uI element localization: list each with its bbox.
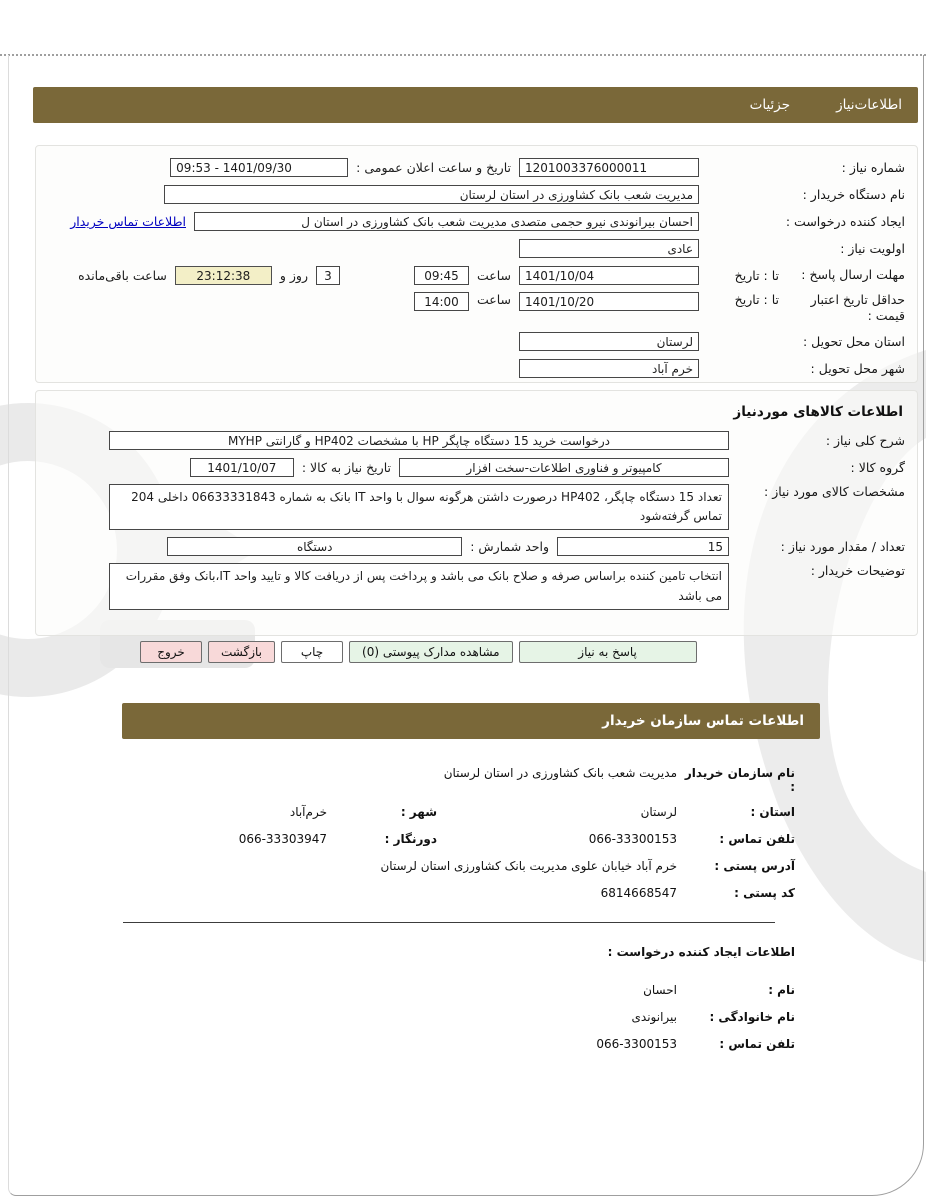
org-name-value: مدیریت شعب بانک کشاورزی در استان لرستان	[443, 766, 677, 780]
creator-name-row	[132, 983, 795, 999]
tab-details[interactable]: جزئیات	[749, 97, 791, 113]
delivery-province-row	[48, 331, 905, 352]
response-deadline-date-field[interactable]: 1401/10/04	[519, 266, 699, 285]
quantity-row	[48, 536, 905, 557]
buyer-contact-link[interactable]: اطلاعات تماس خریدار	[70, 214, 186, 229]
announce-label: تاریخ و ساعت اعلان عمومی :	[356, 160, 511, 175]
contact-fax-value: 066-33303947	[238, 832, 327, 846]
contact-city-label: شهر :	[400, 805, 437, 819]
goods-spec-row	[48, 484, 905, 530]
need-info-panel	[35, 145, 918, 383]
contact-city-value: خرم‌آباد	[289, 805, 327, 819]
goods-group-label: گروه کالا :	[850, 460, 905, 475]
announce-datetime-field[interactable]: 09:53 - 1401/09/30	[170, 158, 348, 177]
need-number-row	[48, 157, 905, 178]
hour-label-2: ساعت	[476, 292, 511, 307]
goods-spec-label: مشخصات کالای مورد نیاز :	[764, 484, 905, 499]
contact-fax-label: دورنگار :	[384, 832, 437, 846]
priority-label: اولویت نیاز :	[840, 241, 905, 256]
contact-province-value: لرستان	[640, 805, 677, 819]
need-date-field[interactable]: 1401/10/07	[190, 458, 294, 477]
response-deadline-label: مهلت ارسال پاسخ :	[801, 267, 905, 283]
unit-field[interactable]: دستگاه	[167, 537, 462, 556]
buyer-org-field[interactable]: مدیریت شعب بانک کشاورزی در استان لرستان	[164, 185, 699, 204]
quantity-label: تعداد / مقدار مورد نیاز :	[780, 539, 905, 555]
buyer-org-row	[48, 184, 905, 205]
contact-address-value: خرم آباد خیابان علوی مدیریت بانک کشاورزی استان لرستان	[380, 859, 677, 873]
delivery-province-field[interactable]: لرستان	[519, 332, 699, 351]
price-validity-time-field[interactable]: 14:00	[414, 292, 469, 311]
request-creator-field[interactable]: احسان بیرانوندی نیرو حجمی متصدی مدیریت شعب بانک کشاورزی در استان ل	[194, 212, 699, 231]
print-button[interactable]: چاپ	[281, 641, 343, 663]
need-number-label: شماره نیاز :	[841, 160, 905, 175]
priority-field[interactable]: عادی	[519, 239, 699, 258]
delivery-province-label: استان محل تحویل :	[802, 333, 905, 349]
creator-family-value: بیرانوندی	[631, 1010, 677, 1024]
need-number-field[interactable]: 1201003376000011	[519, 158, 699, 177]
dotted-separator	[0, 54, 926, 56]
buyer-notes-label: توضیحات خریدار :	[810, 563, 905, 579]
back-button[interactable]: بازگشت	[208, 641, 275, 663]
exit-button[interactable]: خروج	[140, 641, 202, 663]
creator-info-title: اطلاعات ایجاد کننده درخواست :	[607, 945, 795, 959]
contact-province-label: استان :	[750, 805, 795, 819]
price-validity-row	[48, 292, 905, 325]
contact-address-label: آدرس پستی :	[714, 859, 795, 873]
province-city-row	[132, 805, 795, 821]
creator-phone-row	[132, 1037, 795, 1053]
goods-spec-field[interactable]: تعداد 15 دستگاه چاپگر، HP402 درصورت داشتن هرگونه سوال با واحد IT بانک به شماره 06633331843 داخلی 204 تماس گرفته‌شود	[109, 484, 729, 530]
buyer-notes-row	[48, 563, 905, 609]
creator-phone-value: 066-3300153	[596, 1037, 677, 1051]
buyer-contact-section	[122, 752, 820, 1064]
until-date-label: تا : تاریخ	[734, 268, 779, 283]
address-row	[132, 859, 795, 875]
buyer-org-label: نام دستگاه خریدار :	[802, 187, 905, 202]
goods-group-field[interactable]: کامپیوتر و فناوری اطلاعات-سخت افزار	[399, 458, 729, 477]
days-label: روز و	[279, 268, 308, 283]
price-validity-label: حداقل تاریخ اعتبار قیمت :	[810, 292, 905, 324]
hour-label: ساعت	[476, 268, 511, 283]
request-creator-label: ایجاد کننده درخواست :	[785, 214, 905, 229]
request-creator-row	[48, 211, 905, 232]
attachments-button[interactable]: مشاهده مدارک پیوستی (0)	[349, 641, 513, 663]
page-header-bar	[33, 87, 918, 123]
goods-section-title: اطلاعات کالاهای موردنیاز	[733, 404, 903, 420]
postal-code-label: کد پستی :	[734, 886, 795, 900]
respond-button[interactable]: پاسخ به نیاز	[519, 641, 697, 663]
creator-name-value: احسان	[643, 983, 677, 997]
response-deadline-time-field[interactable]: 09:45	[414, 266, 469, 285]
need-description-row	[48, 430, 905, 451]
delivery-city-row	[48, 358, 905, 379]
phone-fax-row	[132, 832, 795, 848]
org-name-row	[132, 766, 795, 794]
contact-section-title: اطلاعات تماس سازمان خریدار	[602, 713, 804, 729]
response-deadline-row	[48, 265, 905, 286]
remaining-label: ساعت باقی‌مانده	[78, 268, 167, 283]
buyer-notes-field[interactable]: انتخاب تامین کننده براساس صرفه و صلاح بانک می باشد و پرداخت پس از دریافت کالا و تایید واحد IT،بانک وفق مقررات می باشد	[109, 563, 729, 609]
org-name-label: نام سازمان خریدار :	[684, 766, 795, 794]
tab-need-info[interactable]: اطلاعات‌نیاز	[836, 97, 902, 113]
need-date-label: تاریخ نیاز به کالا :	[301, 460, 391, 475]
postal-code-value: 6814668547	[600, 886, 677, 900]
priority-row	[48, 238, 905, 259]
time-remaining-field: 23:12:38	[175, 266, 272, 285]
need-description-field[interactable]: درخواست خرید 15 دستگاه چاپگر HP با مشخصات HP402 و گارانتی MYHP	[109, 431, 729, 450]
days-remaining-field: 3	[316, 266, 340, 285]
creator-family-label: نام خانوادگی :	[709, 1010, 795, 1024]
contact-header-bar	[122, 703, 820, 739]
goods-group-row	[48, 457, 905, 478]
creator-family-row	[132, 1010, 795, 1026]
delivery-city-field[interactable]: خرم آباد	[519, 359, 699, 378]
contact-phone-label: تلفن تماس :	[719, 832, 795, 846]
quantity-field[interactable]: 15	[557, 537, 729, 556]
unit-label: واحد شمارش :	[470, 539, 549, 555]
action-buttons-row	[140, 641, 697, 663]
need-description-label: شرح کلی نیاز :	[825, 433, 905, 448]
price-validity-date-field[interactable]: 1401/10/20	[519, 292, 699, 311]
contact-phone-value: 066-33300153	[588, 832, 677, 846]
contact-divider	[123, 922, 775, 923]
until-date-label-2: تا : تاریخ	[734, 292, 779, 307]
goods-info-panel	[35, 390, 918, 636]
postal-code-row	[132, 886, 795, 902]
creator-name-label: نام :	[768, 983, 795, 997]
delivery-city-label: شهر محل تحویل :	[810, 360, 905, 376]
creator-phone-label: تلفن تماس :	[719, 1037, 795, 1051]
